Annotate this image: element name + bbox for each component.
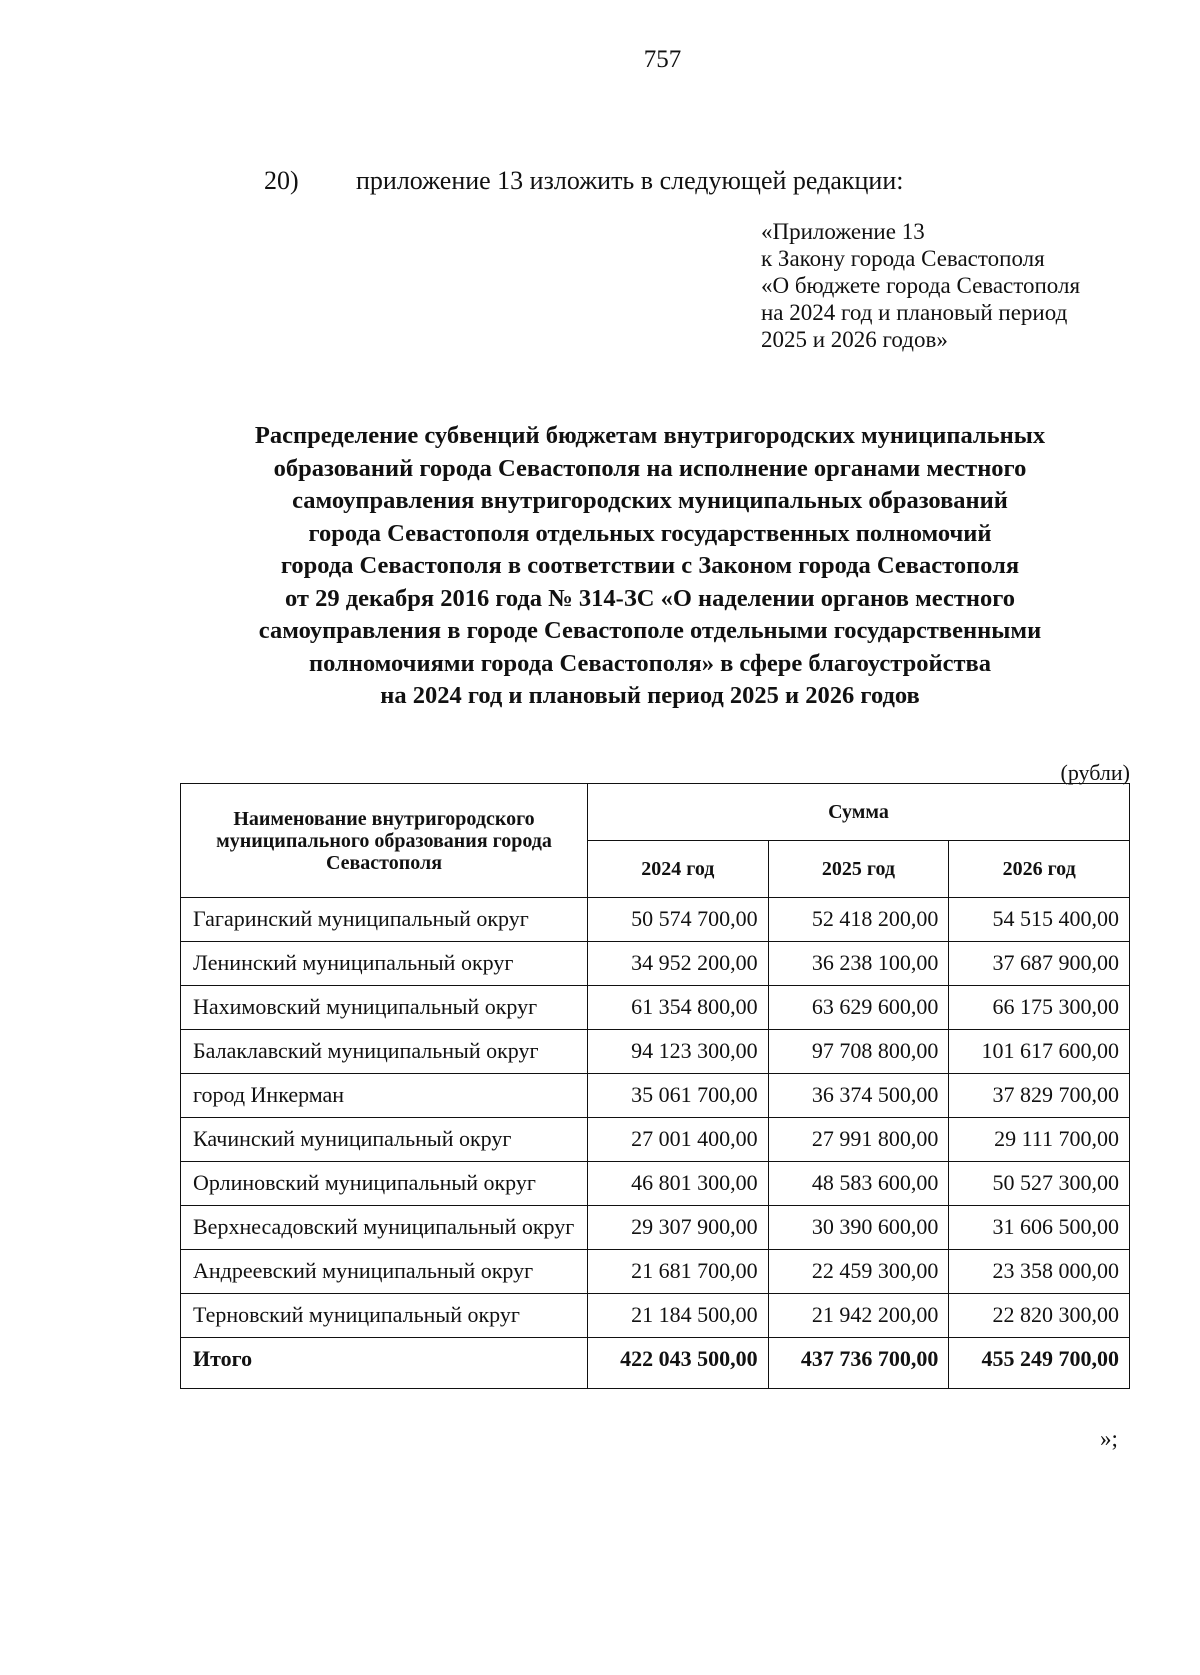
value-2025: 22 459 300,00 [768, 1250, 949, 1294]
value-2024: 94 123 300,00 [588, 1030, 769, 1074]
district-name: Нахимовский муниципальный округ [181, 986, 588, 1030]
value-2024: 27 001 400,00 [588, 1118, 769, 1162]
value-2024: 21 681 700,00 [588, 1250, 769, 1294]
table-row [181, 1206, 1130, 1250]
title-line: на 2024 год и плановый период 2025 и 2026 годов [380, 682, 920, 709]
header-year-2024: 2024 год [588, 841, 769, 898]
value-2026: 101 617 600,00 [949, 1030, 1130, 1074]
value-2026: 22 820 300,00 [949, 1294, 1130, 1338]
appendix-line: «О бюджете города Севастополя [761, 273, 1081, 298]
table-row [181, 942, 1130, 986]
value-2026: 29 111 700,00 [949, 1118, 1130, 1162]
table-row [181, 986, 1130, 1030]
district-name: город Инкерман [181, 1074, 588, 1118]
value-2025: 36 238 100,00 [768, 942, 949, 986]
closing-quote: »; [1100, 1426, 1118, 1451]
district-name: Качинский муниципальный округ [181, 1118, 588, 1162]
page-number: 757 [643, 46, 682, 73]
appendix-line: 2025 и 2026 годов» [761, 327, 948, 352]
value-2024: 29 307 900,00 [588, 1206, 769, 1250]
table-row [181, 1294, 1130, 1338]
value-2026: 66 175 300,00 [949, 986, 1130, 1030]
header-name: Наименование внутригородского муниципального образования города Севастополя [181, 784, 588, 898]
title-line: самоуправления внутригородских муниципальных образований [292, 487, 1008, 514]
value-2024: 21 184 500,00 [588, 1294, 769, 1338]
value-2025: 63 629 600,00 [768, 986, 949, 1030]
header-sum: Сумма [588, 784, 1130, 841]
subvention-table [180, 783, 1130, 1389]
title-line: образований города Севастополя на исполнение органами местного [273, 454, 1027, 482]
district-name: Орлиновский муниципальный округ [181, 1162, 588, 1206]
total-label: Итого [181, 1338, 588, 1389]
table-row [181, 1250, 1130, 1294]
header-year-2026: 2026 год [949, 841, 1130, 898]
value-2026: 54 515 400,00 [949, 898, 1130, 942]
title-line: города Севастополя в соответствии с Законом города Севастополя [280, 552, 1020, 579]
value-2024: 34 952 200,00 [588, 942, 769, 986]
value-2026: 31 606 500,00 [949, 1206, 1130, 1250]
table-row [181, 1118, 1130, 1162]
title-line: полномочиями города Севастополя» в сфере благоустройства [308, 649, 991, 677]
table-total-row [181, 1338, 1130, 1389]
document-title [150, 420, 1150, 713]
appendix-line: «Приложение 13 [761, 219, 925, 244]
header-year-2025: 2025 год [768, 841, 949, 898]
district-name: Терновский муниципальный округ [181, 1294, 588, 1338]
value-2024: 50 574 700,00 [588, 898, 769, 942]
value-2025: 52 418 200,00 [768, 898, 949, 942]
item-text: приложение 13 изложить в следующей редакции: [356, 166, 904, 195]
item-number: 20) [264, 166, 299, 195]
value-2025: 48 583 600,00 [768, 1162, 949, 1206]
value-2025: 27 991 800,00 [768, 1118, 949, 1162]
district-name: Балаклавский муниципальный округ [181, 1030, 588, 1074]
units-label: (рубли) [1060, 760, 1130, 785]
value-2024: 61 354 800,00 [588, 986, 769, 1030]
value-2024: 46 801 300,00 [588, 1162, 769, 1206]
value-2024: 35 061 700,00 [588, 1074, 769, 1118]
value-2026: 37 687 900,00 [949, 942, 1130, 986]
district-name: Ленинский муниципальный округ [181, 942, 588, 986]
value-2025: 97 708 800,00 [768, 1030, 949, 1074]
title-line: города Севастополя отдельных государственных полномочий [308, 519, 992, 547]
total-2024: 422 043 500,00 [588, 1338, 769, 1389]
value-2026: 50 527 300,00 [949, 1162, 1130, 1206]
table-row [181, 1030, 1130, 1074]
appendix-line: на 2024 год и плановый период [761, 300, 1068, 325]
district-name: Верхнесадовский муниципальный округ [181, 1206, 588, 1250]
table-row [181, 1162, 1130, 1206]
title-line: Распределение субвенций бюджетам внутригородских муниципальных [254, 422, 1046, 449]
district-name: Гагаринский муниципальный округ [181, 898, 588, 942]
title-line: от 29 декабря 2016 года № 314-ЗС «О наделении органов местного [284, 584, 1015, 612]
table-header-row [181, 784, 1130, 841]
value-2025: 21 942 200,00 [768, 1294, 949, 1338]
title-line: самоуправления в городе Севастополе отдельными государственными [258, 617, 1042, 644]
value-2025: 30 390 600,00 [768, 1206, 949, 1250]
value-2026: 23 358 000,00 [949, 1250, 1130, 1294]
appendix-reference [761, 218, 1080, 353]
value-2025: 36 374 500,00 [768, 1074, 949, 1118]
district-name: Андреевский муниципальный округ [181, 1250, 588, 1294]
value-2026: 37 829 700,00 [949, 1074, 1130, 1118]
table-row [181, 1074, 1130, 1118]
total-2025: 437 736 700,00 [768, 1338, 949, 1389]
item-line [264, 166, 903, 196]
appendix-line: к Закону города Севастополя [761, 246, 1045, 271]
total-2026: 455 249 700,00 [949, 1338, 1130, 1389]
table-row [181, 898, 1130, 942]
